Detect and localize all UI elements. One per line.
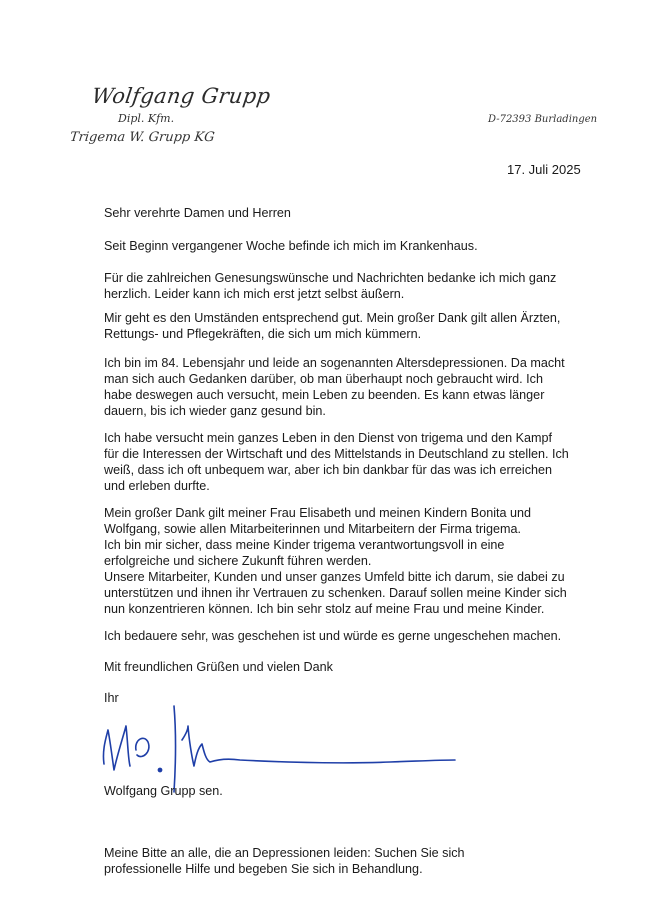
- paragraph-3-line: Rettungs- und Pflegekräften, die sich um mich kümmern.: [104, 327, 422, 341]
- postscript-line: professionelle Hilfe und begeben Sie sich in Behandlung.: [104, 862, 423, 876]
- closing: Mit freundlichen Grüßen und vielen Dank: [104, 660, 333, 674]
- letterhead-title: Dipl. Kfm.: [118, 112, 175, 125]
- paragraph-6-line: unterstützen und ihnen ihr Vertrauen zu schenken. Darauf sollen meine Kinder sich: [104, 586, 567, 600]
- paragraph-2: [104, 270, 582, 302]
- paragraph-4-line: Ich bin im 84. Lebensjahr und leide an sogenannten Altersdepressionen. Da macht: [104, 356, 565, 370]
- paragraph-4-line: dauern, bis ich wieder ganz gesund bin.: [104, 404, 326, 418]
- paragraph-5-line: und erleben durfte.: [104, 479, 210, 493]
- paragraph-1: Seit Beginn vergangener Woche befinde ich mich im Krankenhaus.: [104, 239, 478, 253]
- postscript-line: Meine Bitte an alle, die an Depressionen leiden: Suchen Sie sich: [104, 846, 465, 860]
- paragraph-3-line: Mir geht es den Umständen entsprechend gut. Mein großer Dank gilt allen Ärzten,: [104, 311, 561, 325]
- paragraph-7: Ich bedauere sehr, was geschehen ist und würde es gerne ungeschehen machen.: [104, 629, 562, 643]
- paragraph-6: [104, 505, 582, 617]
- paragraph-2-line: herzlich. Leider kann ich mich erst jetzt selbst äußern.: [104, 287, 405, 301]
- paragraph-2-line: Für die zahlreichen Genesungswünsche und Nachrichten bedanke ich mich ganz: [104, 271, 557, 285]
- letterhead-address: D-72393 Burladingen: [488, 114, 598, 125]
- paragraph-5-line: Ich habe versucht mein ganzes Leben in den Dienst von trigema und den Kampf: [104, 431, 553, 445]
- salutation: Sehr verehrte Damen und Herren: [104, 206, 291, 220]
- postscript: [104, 845, 582, 877]
- paragraph-4-line: man sich auch Gedanken darüber, ob man überhaupt noch gebraucht wird. Ich: [104, 372, 543, 386]
- paragraph-5: [104, 430, 582, 494]
- letterhead-name: Wolfgang Grupp: [90, 84, 273, 108]
- paragraph-3: [104, 310, 582, 342]
- paragraph-4-line: habe deswegen auch versucht, mein Leben zu beenden. Es kann etwas länger: [104, 388, 545, 402]
- paragraph-6-line: Unsere Mitarbeiter, Kunden und unser ganzes Umfeld bitte ich darum, sie dabei zu: [104, 570, 565, 584]
- paragraph-4: [104, 355, 582, 419]
- pre-signature: Ihr: [104, 691, 119, 705]
- signatory-name: Wolfgang Grupp sen.: [104, 784, 223, 798]
- paragraph-6-line: nun konzentrieren können. Ich bin sehr stolz auf meine Frau und meine Kinder.: [104, 602, 545, 616]
- paragraph-6-line: Mein großer Dank gilt meiner Frau Elisabeth und meinen Kindern Bonita und: [104, 506, 532, 520]
- paragraph-5-line: für die Interessen der Wirtschaft und des Mittelstands in Deutschland zu stellen. Ich: [104, 447, 569, 461]
- paragraph-5-line: weiß, dass ich oft unbequem war, aber ich bin dankbar für das was ich erreichen: [104, 463, 553, 477]
- paragraph-6-line: Ich bin mir sicher, dass meine Kinder trigema verantwortungsvoll in eine: [104, 538, 505, 552]
- letterhead-company: Trigema W. Grupp KG: [69, 130, 216, 145]
- letter-date: 17. Juli 2025: [507, 162, 581, 177]
- paragraph-6-line: erfolgreiche und sichere Zukunft führen werden.: [104, 554, 372, 568]
- paragraph-6-line: Wolfgang, sowie allen Mitarbeiterinnen und Mitarbeitern der Firma trigema.: [104, 522, 521, 536]
